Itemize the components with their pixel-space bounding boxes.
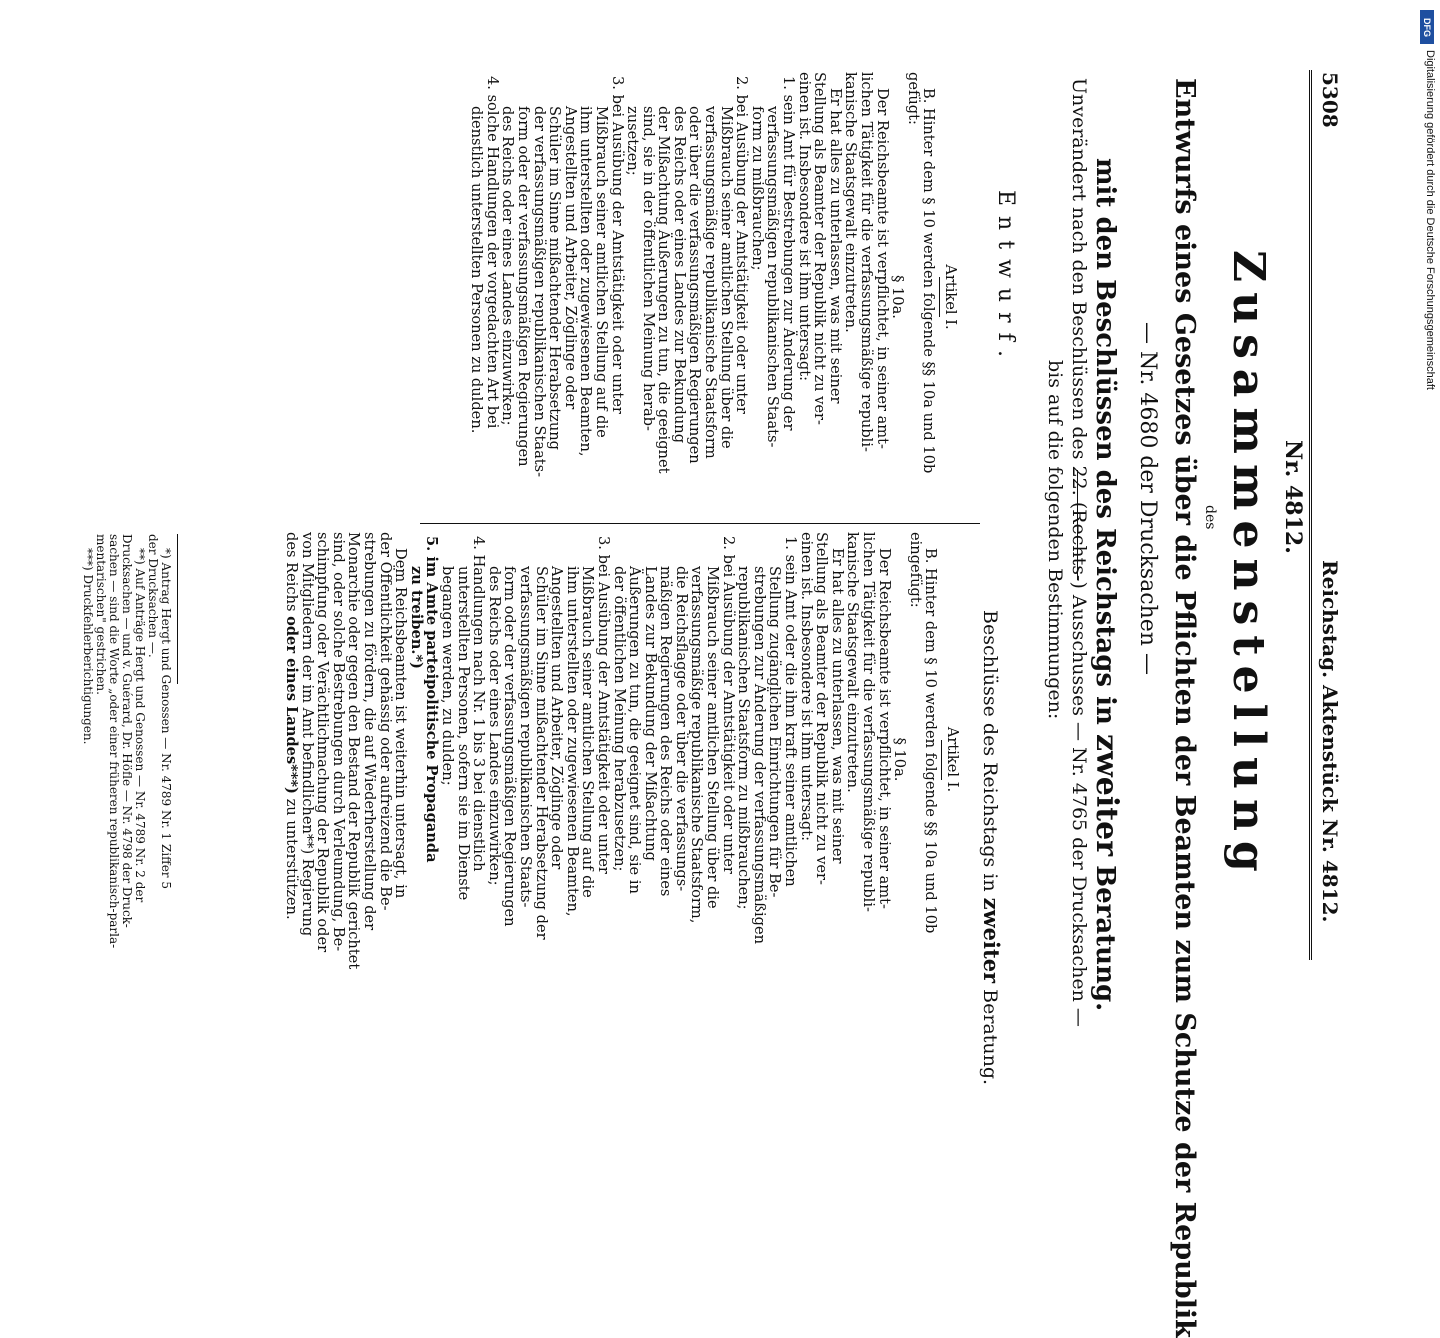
- paragraph-heading: § 10a.: [889, 275, 907, 319]
- text-line: B. Hinter dem § 10 werden folgende §§ 10a und 10b: [920, 88, 938, 474]
- text-line: Stellung zugänglichen Einrichtungen für Be-: [766, 566, 784, 898]
- text-line: Landes zur Bekundung der Mißachtung: [641, 566, 659, 861]
- text-line: Dem Reichsbeamten ist weiterhin untersagt, in: [392, 548, 410, 899]
- list-item-bold: 5. im Amte parteipolitische Propaganda: [423, 536, 441, 863]
- artikel-heading: Artikel I.: [942, 264, 959, 330]
- text-line: Stellung als Beamter der Republik nicht zu ver-: [813, 532, 831, 885]
- text-line: einen ist. Insbesondere ist ihm untersagt:: [795, 72, 813, 382]
- column-divider: [420, 523, 980, 524]
- footnote-line: Drucksachen — und v. Guérard, Dr. Höfle — Nr. 4798 der Druck-: [120, 534, 134, 928]
- dfg-credit: [1418, 10, 1440, 990]
- footnote: **) Auf Anträge Hergt und Genossen — Nr. 4789 Nr. 2 der: [133, 548, 147, 903]
- small-rule: [941, 740, 942, 780]
- text-line: ihm unterstellten oder zugewiesenen Beamten,: [577, 106, 595, 457]
- footnote-line: der Drucksachen —.: [146, 534, 160, 658]
- text-line: zusetzen;: [624, 106, 642, 176]
- footnotes: [81, 534, 172, 948]
- text-line: Mißbrauch seiner amtlichen Stellung auf die: [579, 566, 597, 898]
- text-line: der Öffentlichkeit gehässig oder aufreizend die Be-: [376, 532, 394, 911]
- text-line: ihm unterstellten oder zugewiesenen Beamten,: [563, 566, 581, 917]
- decision-pre: mit den Beschlüssen des Reichstags in: [1090, 158, 1120, 734]
- text-line: Mißbrauch seiner amtlichen Stellung auf die: [592, 106, 610, 438]
- decision-line: [1089, 158, 1124, 1011]
- reference-line: — Nr. 4680 der Drucksachen —: [1135, 322, 1160, 675]
- text-line: gefügt:: [904, 72, 922, 125]
- right-column: [283, 532, 960, 987]
- text-line: verfassungsmäßige republikanische Staatsform,: [688, 566, 706, 924]
- text-fragment: zu unterstützen.: [283, 793, 301, 920]
- text-line: kanische Staatsgewalt einzutreten.: [842, 72, 860, 333]
- text-line: von Mitgliedern der im Amt befindlichen**) Regierung: [298, 532, 316, 937]
- text-line: kanische Staatsgewalt einzutreten.: [844, 532, 862, 793]
- text-line: strebungen zu fördern, die auf Wiederherstellung der: [361, 532, 379, 931]
- text-line: Monarchie oder gegen den Bestand der Republik gerichtet: [345, 532, 363, 970]
- text-line: Mißbrauch seiner amtlichen Stellung über die: [704, 566, 722, 909]
- small-rule: [939, 277, 940, 317]
- text-line: verfassungsmäßige republikanische Staatsform: [702, 106, 720, 459]
- text-line: lichen Tätigkeit für die verfassungsmäßige republi-: [860, 532, 878, 912]
- footnote: ***) Druckfehlerberichtigungen.: [81, 548, 95, 745]
- text-line: oder über die verfassungsmäßigen Regierungen: [686, 106, 704, 464]
- text-fragment: des Reichs: [283, 532, 301, 617]
- page-number: 5308: [1318, 72, 1342, 128]
- left-column: [469, 72, 958, 522]
- decision-post: Beratung.: [1090, 856, 1120, 1012]
- right-head-pre: Beschlüsse des Reichstags in: [979, 610, 1001, 898]
- text-line: der öffentlichen Meinung herabzusetzen;: [610, 566, 628, 872]
- text-line: Er hat alles zu unterlassen, was mit seiner: [828, 548, 846, 864]
- artikel-heading: Artikel I.: [944, 726, 961, 793]
- text-line: republikanischen Staatsform zu mißbrauchen;: [735, 566, 753, 910]
- text-line: Angestellten und Arbeiter, Zöglinge oder: [561, 106, 579, 410]
- text-line: eingefügt:: [906, 532, 924, 608]
- text-line-bold: zu treiben.*): [407, 566, 425, 669]
- right-column-heading: [979, 610, 1004, 1085]
- text-line: die Reichsflagge oder über die verfassungs-: [672, 566, 690, 892]
- decision-bold: zweiter: [1089, 733, 1124, 857]
- subject-title: Entwurfs eines Gesetzes über die Pflichten der Beamten zum Schutze der Republik: [1169, 78, 1200, 1338]
- text-line: schimpfung oder Verächtlichmachung der Republik oder: [314, 532, 332, 953]
- list-item: 1. sein Amt für Bestrebungen zur Änderung der: [780, 76, 798, 431]
- text-line: des Reichs oder eines Landes einzuwirken;: [499, 106, 517, 426]
- footnote-line: mentarischen" gestrichen.: [94, 534, 108, 695]
- footnote: *) Antrag Hergt und Genossen — Nr. 4789 Nr. 1 Ziffer 5: [159, 548, 173, 889]
- text-line: der verfassungsmäßigen republikanischen Staats-: [530, 106, 548, 478]
- text-line: Er hat alles zu unterlassen, was mit seiner: [826, 88, 844, 404]
- footnote-line: sachen — sind die Worte „oder einer früheren republikanisch-parla-: [107, 534, 121, 949]
- list-item: 4. solche Handlungen der vorgedachten Art bei: [483, 76, 501, 429]
- section-rule: [1077, 470, 1078, 580]
- text-line: begangen werden, zu dulden;: [439, 566, 456, 786]
- text-line: der Mißachtung Äußerungen zu tun, die geeignet: [655, 106, 673, 474]
- text-line: dienstlich unterstellten Personen zu dulden.: [468, 106, 486, 434]
- list-item: 3. bei Ausübung der Amtstätigkeit oder unter: [608, 76, 626, 414]
- dfg-logo: DFG: [1420, 10, 1434, 44]
- dfg-credit-text: Digitalisierung gefördert durch die Deutsche Forschungsgemeinschaft: [1424, 50, 1436, 390]
- text-line: sind, oder solche Bestrebungen durch Verleumdung, Be-: [329, 532, 347, 952]
- text-line: Äußerungen zu tun, die geeignet sind, sie in: [626, 566, 644, 894]
- text-line: verfassungsmäßigen republikanischen Staats-: [516, 566, 534, 908]
- text-line: B. Hinter dem § 10 werden folgende §§ 10a und 10b: [922, 548, 940, 934]
- preamble-line-1: Unverändert nach den Beschlüssen des 22. (Rechts-) Ausschusses — Nr. 4765 der Drucksachen —: [1068, 78, 1090, 1027]
- text-line: Mißbrauch seiner amtlichen Stellung über die: [717, 106, 735, 449]
- preamble-line-2: bis auf die folgenden Bestimmungen:: [1044, 360, 1066, 720]
- text-line: des Reichs oder eines Landes zur Bekundung: [670, 106, 688, 444]
- text-line: form oder der verfassungsmäßigen Regierungen: [514, 106, 532, 467]
- document-number: Nr. 4812.: [1280, 440, 1306, 554]
- list-item: 3. bei Ausübung der Amtstätigkeit oder unter: [594, 536, 612, 874]
- text-fragment-bold: oder eines Landes***): [283, 616, 301, 794]
- list-item: 2. bei Ausübung der Amtstätigkeit oder unter: [719, 536, 737, 874]
- text-line: verfassungsmäßigen republikanischen Staats-: [764, 106, 782, 448]
- list-item: 4. Handlungen nach Nr. 1 bis 3 bei dienstlich: [470, 536, 488, 872]
- text-line: Stellung als Beamter der Republik nicht zu ver-: [811, 72, 829, 425]
- text-line: mäßigen Regierungen des Reichs oder eines: [657, 566, 675, 897]
- text-line: sind, sie in der öffentlichen Meinung herab-: [639, 106, 657, 431]
- text-line: [283, 532, 299, 987]
- footnote-rule: [177, 534, 178, 684]
- right-head-post: Beratung.: [979, 983, 1001, 1086]
- text-line: lichen Tätigkeit für die verfassungsmäßige republi-: [858, 72, 876, 452]
- text-line: Der Reichsbeamte ist verpflichtet, in seiner amt-: [873, 88, 891, 449]
- title-des: des: [1202, 505, 1218, 530]
- text-line: form zu mißbrauchen;: [748, 106, 766, 271]
- text-line: Der Reichsbeamte ist verpflichtet, in seiner amt-: [875, 548, 893, 909]
- list-item: 2. bei Ausübung der Amtstätigkeit oder unter: [733, 76, 751, 414]
- text-line: form oder der verfassungsmäßigen Regierungen: [501, 566, 519, 927]
- paragraph-heading: § 10a.: [891, 737, 909, 782]
- text-line: strebungen zur Änderung der verfassungsmäßigen: [750, 566, 768, 944]
- right-head-bold: zweiter: [979, 897, 1004, 984]
- text-line: des Reichs oder eines Landes einzuwirken;: [485, 566, 503, 886]
- header-rule: [1309, 70, 1312, 960]
- text-line: unterstellten Personen, sofern sie im Dienste: [454, 566, 472, 901]
- text-line: Angestellten und Arbeiter, Zöglinge oder: [548, 566, 566, 870]
- main-title: Zusammenstellung: [1223, 250, 1274, 882]
- text-line: Schüler im Sinne mißachtender Herabsetzung der: [532, 566, 550, 940]
- list-item: 1. sein Amt oder die ihm kraft seiner amtlichen: [782, 536, 800, 887]
- text-line: einen ist. Insbesondere ist ihm untersagt:: [797, 532, 815, 842]
- left-column-heading: Entwurf.: [993, 190, 1018, 367]
- text-line: Schüler im Sinne mißachtender Herabsetzung: [546, 106, 564, 450]
- running-head: Reichstag. Aktenstück Nr. 4812.: [1318, 560, 1342, 923]
